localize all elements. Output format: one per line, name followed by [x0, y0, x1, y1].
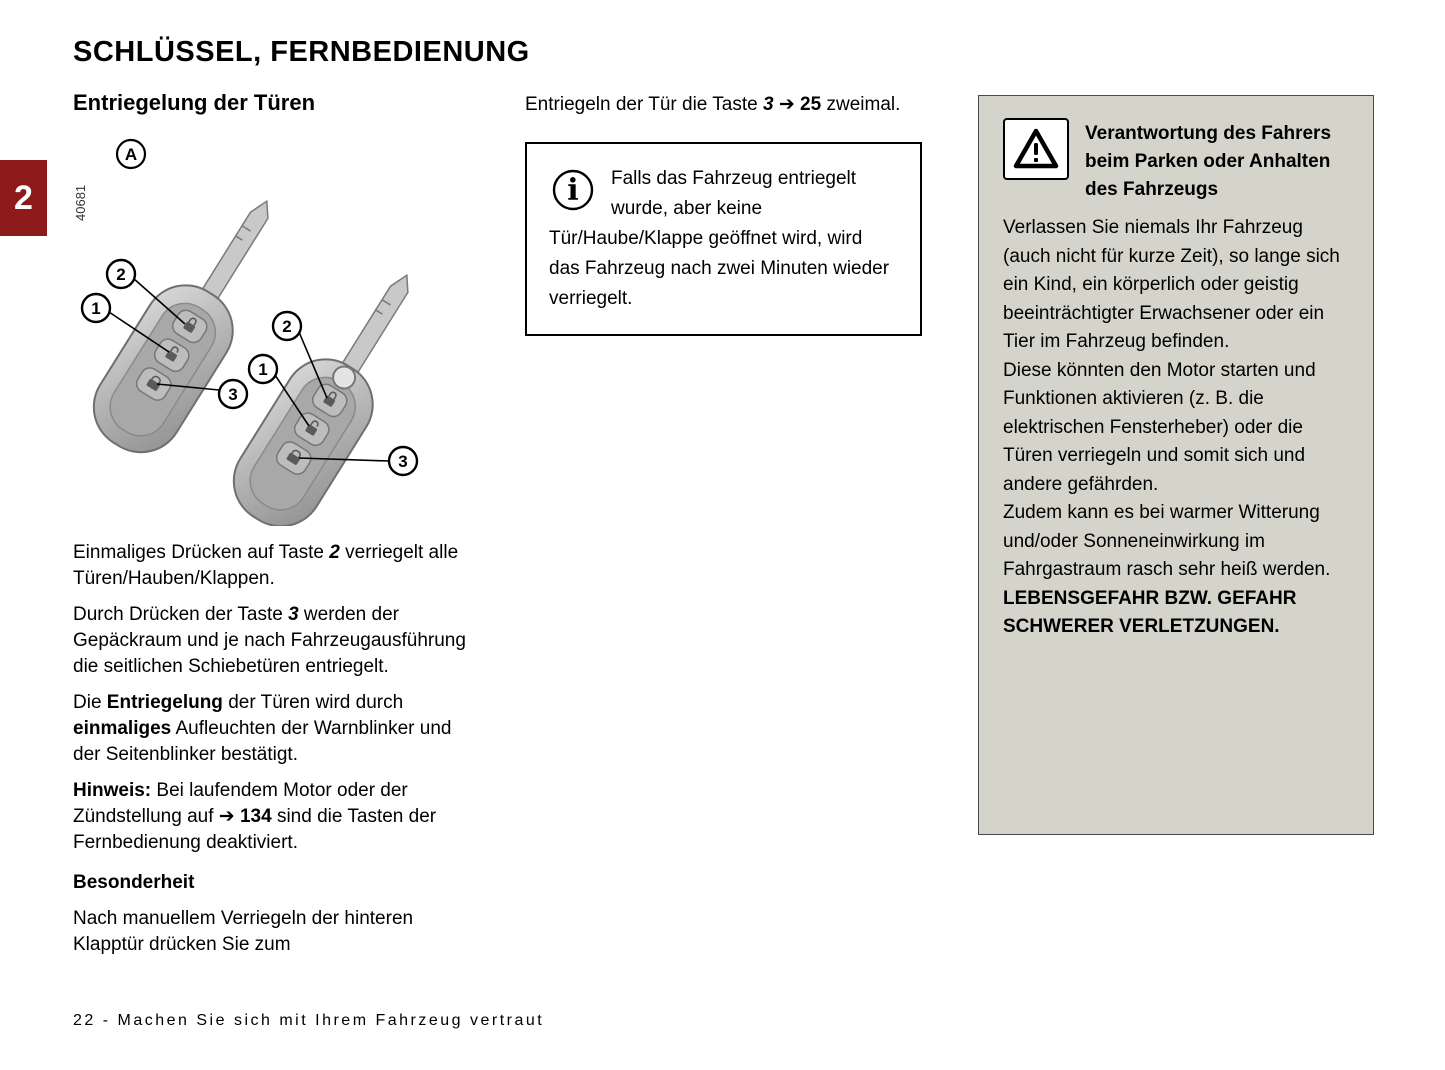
callout-3-key1: [219, 380, 247, 408]
paragraph: Durch Drücken der Taste 3 werden der Gepäckraum und je nach Fahrzeugausführung die seitlichen Schiebetüren entriegelt.: [73, 604, 466, 677]
callout-3-key2: [389, 447, 417, 475]
section-heading: Entriegelung der Türen: [73, 90, 316, 115]
page-footer: 22 - Machen Sie sich mit Ihrem Fahrzeug vertraut: [73, 1012, 545, 1029]
figure-code: 40681: [73, 184, 88, 221]
warning-paragraph: Zudem kann es bei warmer Witterung und/oder Sonneneinwirkung im Fahrgastraum rasch sehr heiß werden.: [1003, 502, 1331, 580]
paragraph: Hinweis: Bei laufendem Motor oder der Zündstellung auf ➔ 134 sind die Tasten der Fernbedienung deaktiviert.: [73, 780, 437, 853]
warning-paragraph: Diese könnten den Motor starten und Funktionen aktivieren (z. B. die elektrischen Fensterheber) oder die Türen verriegeln und somit sich und andere gefährden.: [1003, 359, 1316, 495]
paragraph: Einmaliges Drücken auf Taste 2 verriegelt alle Türen/Hauben/Klappen.: [73, 542, 459, 589]
page-title: SCHLÜSSEL, FERNBEDIENUNG: [73, 36, 530, 68]
left-column: [73, 90, 473, 968]
flip-key-illustration: [73, 126, 473, 526]
callout-2-key2: [273, 312, 301, 340]
warning-box: [978, 95, 1374, 835]
chapter-number: 2: [14, 178, 33, 217]
svg-text:i: i: [567, 173, 579, 208]
info-note-box: [525, 142, 922, 336]
warning-triangle-icon: [1013, 128, 1059, 170]
warning-paragraph: Verlassen Sie niemals Ihr Fahrzeug (auch nicht für kurze Zeit), so lange sich ein Kind, ein körperlich oder geistig beeinträchtigter Erwachsener oder ein Tier im Fahrzeug befinden.: [1003, 217, 1340, 352]
left-body-text: [73, 540, 473, 958]
warning-icon-frame: [1003, 118, 1069, 180]
paragraph: Die Entriegelung der Türen wird durch einmaliges Aufleuchten der Warnblinker und der Seitenblinker bestätigt.: [73, 692, 452, 765]
callout-1-key1: [82, 294, 110, 322]
middle-intro: Entriegeln der Tür die Taste 3 ➔ 25 zweimal.: [525, 94, 901, 115]
svg-text:2: 2: [282, 317, 292, 336]
middle-column: [525, 90, 925, 336]
paragraph: Nach manuellem Verriegeln der hinteren Klapptür drücken Sie zum: [73, 908, 414, 955]
svg-text:1: 1: [258, 360, 268, 379]
key-figure: [73, 126, 473, 526]
svg-text:1: 1: [91, 299, 101, 318]
svg-text:3: 3: [398, 452, 408, 471]
figure-label-a: [117, 140, 145, 168]
chapter-tab: [0, 160, 47, 236]
svg-text:2: 2: [116, 265, 126, 284]
warning-danger-statement: LEBENSGEFAHR BZW. GEFAHR SCHWERER VERLETZUNGEN.: [1003, 587, 1297, 637]
callout-2-key1: [107, 260, 135, 288]
info-note-text: Falls das Fahrzeug entriegelt wurde, aber keine Tür/Haube/Klappe geöffnet wird, wird das Fahrzeug nach zwei Minuten wieder verriegelt.: [549, 168, 890, 309]
svg-text:A: A: [124, 145, 138, 164]
warning-title: Verantwortung des Fahrers beim Parken oder Anhalten des Fahrzeugs: [1085, 123, 1332, 200]
info-icon: [551, 168, 595, 212]
key-2: [218, 252, 446, 526]
warning-body: [1003, 214, 1349, 642]
callout-1-key2: [249, 355, 277, 383]
warning-header: [1003, 118, 1349, 204]
svg-text:3: 3: [228, 385, 238, 404]
subheading-besonderheit: Besonderheit: [73, 872, 195, 893]
